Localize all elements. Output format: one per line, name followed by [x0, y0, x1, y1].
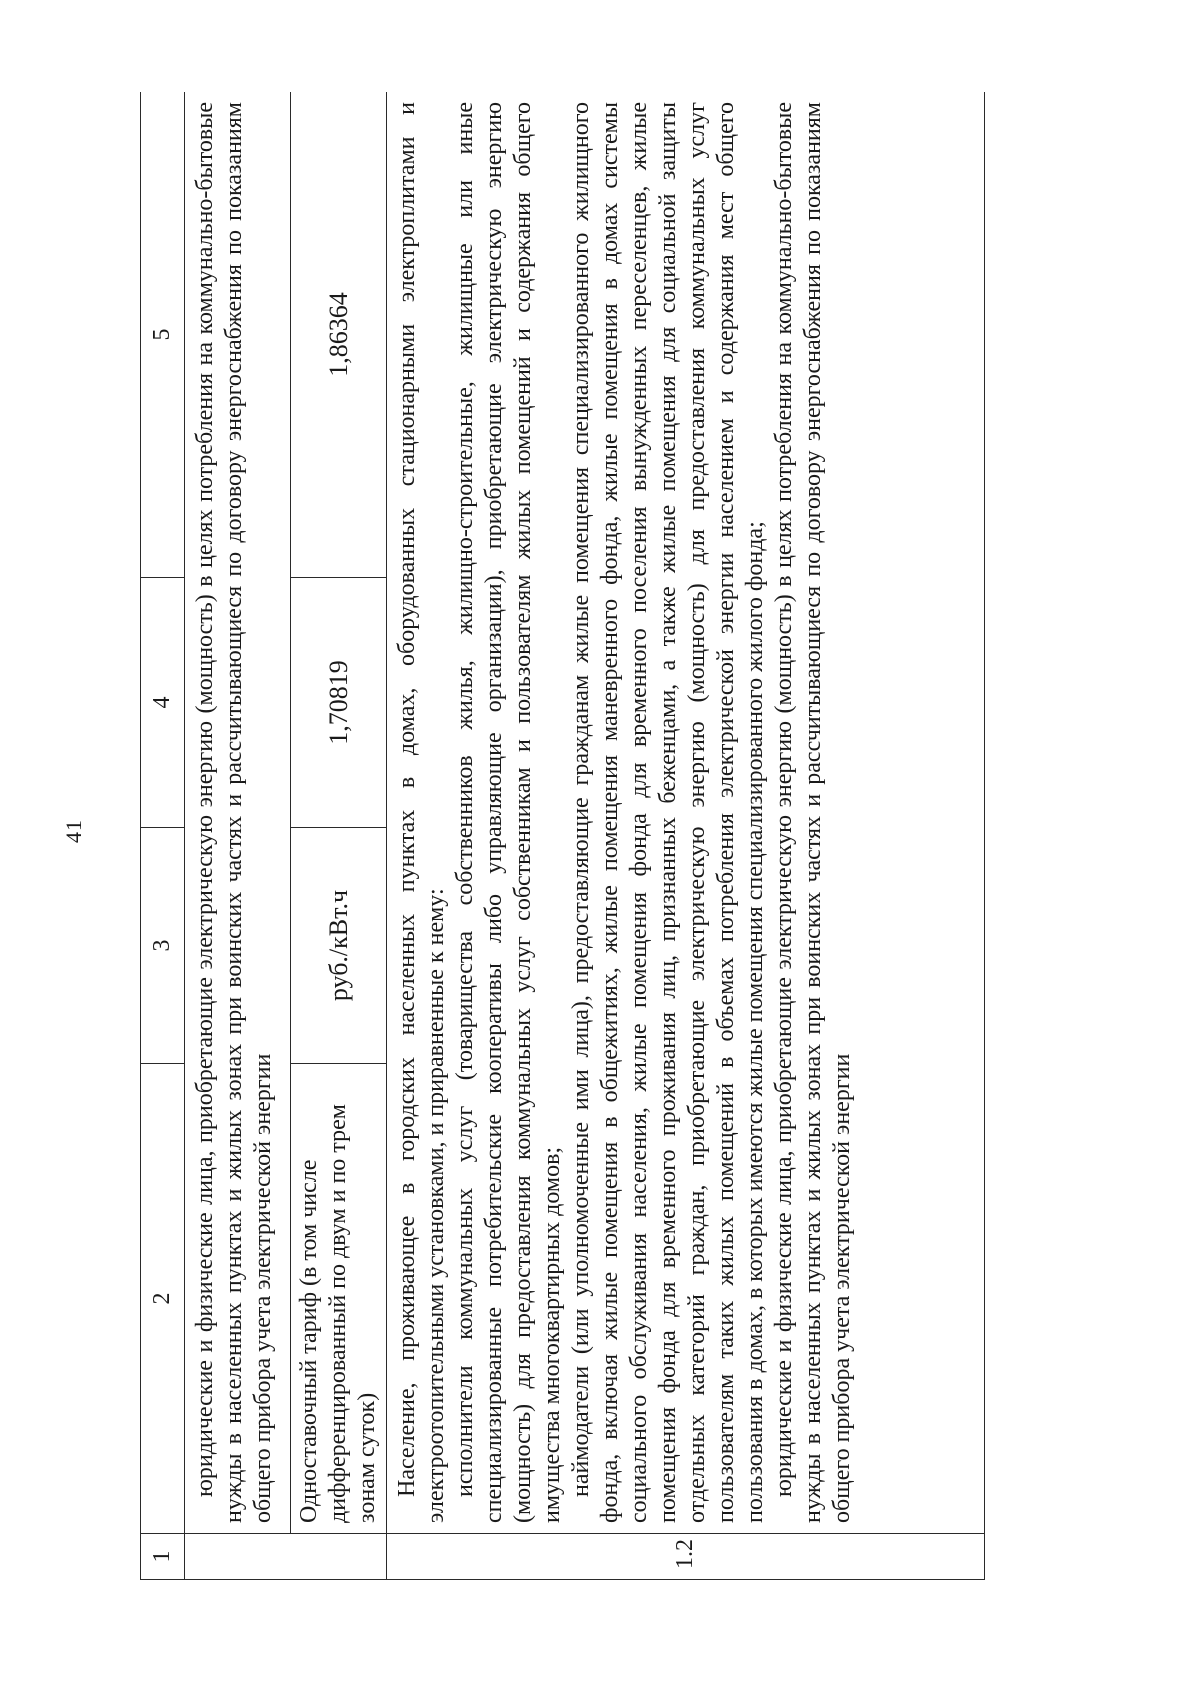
table-row-tariff [291, 92, 387, 1580]
page-number: 41 [61, 819, 86, 843]
tariff-value-period2: 1,86364 [291, 92, 387, 578]
row-1-2-paragraph-1: Население, проживающее в городских населенных пунктах в домах, оборудованных стационарными электроплитами и электроотопительными установками, и приравненные к нему: [394, 102, 449, 1523]
header-col-3: 3 [141, 828, 185, 1064]
row-intro-number-cell [185, 1534, 387, 1580]
tariff-unit: руб./кВт.ч [291, 828, 387, 1064]
tariff-label: Одноставочный тариф (в том числе дифференцированный по двум и по трем зонам суток) [291, 1064, 387, 1534]
header-col-5: 5 [141, 92, 185, 578]
row-intro-text: юридические и физические лица, приобретающие электрическую энергию (мощность) в целях потребления на коммунально-бытовые нужды в населенных пунктах и жилых зонах при воинских частях и рассчитывающиеся по договору энергоснабжения по показаниям общего прибора учета электрической энергии [192, 102, 276, 1523]
rotated-table-frame [140, 92, 985, 1580]
table-row-1-2 [387, 92, 985, 1580]
row-1-2-paragraph-4: юридические и физические лица, приобретающие электрическую энергию (мощность) в целях потребления на коммунально-бытовые нужды в населенных пунктах и жилых зонах при воинских частях и рассчитывающиеся по договору энергоснабжения по показаниям общего прибора учета электрической энергии [771, 102, 855, 1523]
tariff-table [140, 92, 985, 1580]
row-1-2-text-cell [387, 92, 985, 1534]
rotated-table-content [140, 92, 985, 1580]
row-1-2-paragraph-3: наймодатели (или уполномоченные ими лица), предоставляющие гражданам жилые помещения специализированного жилищного фонда, включая жилые помещения в общежитиях, жилые помещения маневренного фонда, жилые помещения в домах системы социального обслуживания населения, жилые помещения фонда для временного поселения вынужденных переселенцев, жилые помещения фонда для временного проживания лиц, признанных беженцами, а также жилые помещения для социальной защиты отдельных категорий граждан, приобретающие электрическую энергию (мощность) для предоставления коммунальных услуг пользователям таких жилых помещений в объемах потребления электрической энергии населением и содержания мест общего пользования в домах, в которых имеются жилые помещения специализированного жилого фонда; [568, 102, 768, 1523]
table-row-intro [185, 92, 291, 1580]
header-col-1: 1 [141, 1534, 185, 1580]
header-col-4: 4 [141, 578, 185, 828]
header-row [141, 92, 185, 1580]
row-1-2-paragraph-2: исполнители коммунальных услуг (товарищества собственников жилья, жилищно-строительные, жилищные или иные специализированные потребительские кооперативы либо управляющие организации), приобретающие электрическую энергию (мощность) для предоставления коммунальных услуг собственникам и пользователям жилых помещений и содержания общего имущества многоквартирных домов; [452, 102, 565, 1523]
row-1-2-number: 1.2 [387, 1534, 985, 1580]
header-col-2: 2 [141, 1064, 185, 1534]
row-intro-text-cell [185, 92, 291, 1534]
tariff-value-period1: 1,70819 [291, 578, 387, 828]
